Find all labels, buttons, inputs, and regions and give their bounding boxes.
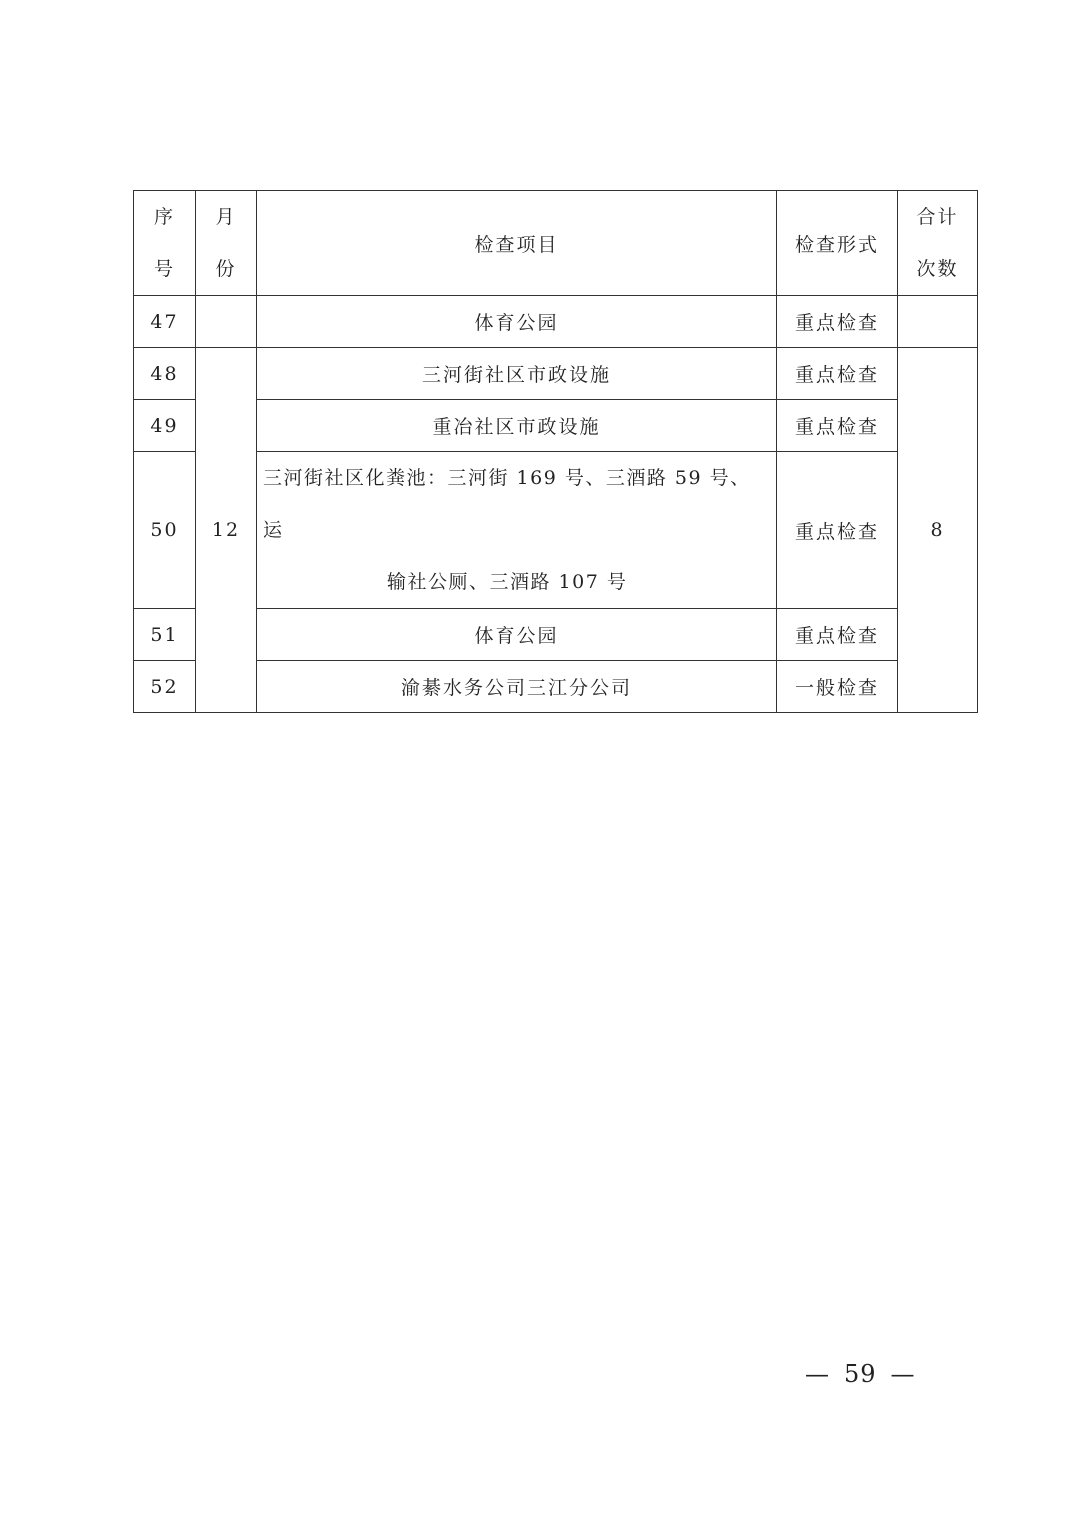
cell-item: 三河街社区市政设施 <box>257 348 777 400</box>
cell-item: 重冶社区市政设施 <box>257 400 777 452</box>
cell-item: 渝綦水务公司三江分公司 <box>257 661 777 713</box>
table-row <box>134 609 978 661</box>
cell-item-line1: 三河街社区化粪池：三河街 169 号、三酒路 59 号、运 <box>263 467 751 541</box>
footer-dash-right: — <box>890 1360 916 1388</box>
cell-total-merged: 8 <box>898 348 978 713</box>
footer-dash-left: — <box>805 1360 830 1388</box>
page-footer <box>805 1360 916 1388</box>
cell-seq: 50 <box>134 452 196 609</box>
cell-month <box>196 296 257 348</box>
table-row <box>134 400 978 452</box>
table-row <box>134 452 978 609</box>
header-seq-line2: 号 <box>153 258 175 280</box>
cell-item-line2: 输社公厕、三酒路 107 号 <box>387 571 628 593</box>
header-item: 检查项目 <box>257 191 777 296</box>
cell-seq: 51 <box>134 609 196 661</box>
header-month-line1: 月 <box>215 206 237 228</box>
table-row <box>134 296 978 348</box>
cell-form: 重点检查 <box>777 296 898 348</box>
inspection-table <box>133 190 978 713</box>
header-seq-line1: 序 <box>153 206 175 228</box>
cell-form: 重点检查 <box>777 609 898 661</box>
cell-seq: 52 <box>134 661 196 713</box>
cell-form: 重点检查 <box>777 452 898 609</box>
table-row <box>134 348 978 400</box>
header-total-line1: 合计 <box>916 206 959 228</box>
header-month-line2: 份 <box>215 258 237 280</box>
cell-form: 重点检查 <box>777 400 898 452</box>
table-row <box>134 661 978 713</box>
header-total <box>898 191 978 296</box>
header-month <box>196 191 257 296</box>
cell-seq: 49 <box>134 400 196 452</box>
cell-item <box>257 452 777 609</box>
header-seq <box>134 191 196 296</box>
cell-seq: 47 <box>134 296 196 348</box>
cell-total <box>898 296 978 348</box>
cell-seq: 48 <box>134 348 196 400</box>
cell-form: 重点检查 <box>777 348 898 400</box>
cell-item: 体育公园 <box>257 609 777 661</box>
page-number: 59 <box>844 1360 877 1388</box>
cell-item: 体育公园 <box>257 296 777 348</box>
header-form: 检查形式 <box>777 191 898 296</box>
header-total-line2: 次数 <box>916 258 959 280</box>
table-header-row <box>134 191 978 296</box>
cell-month-merged: 12 <box>196 348 257 713</box>
cell-form: 一般检查 <box>777 661 898 713</box>
